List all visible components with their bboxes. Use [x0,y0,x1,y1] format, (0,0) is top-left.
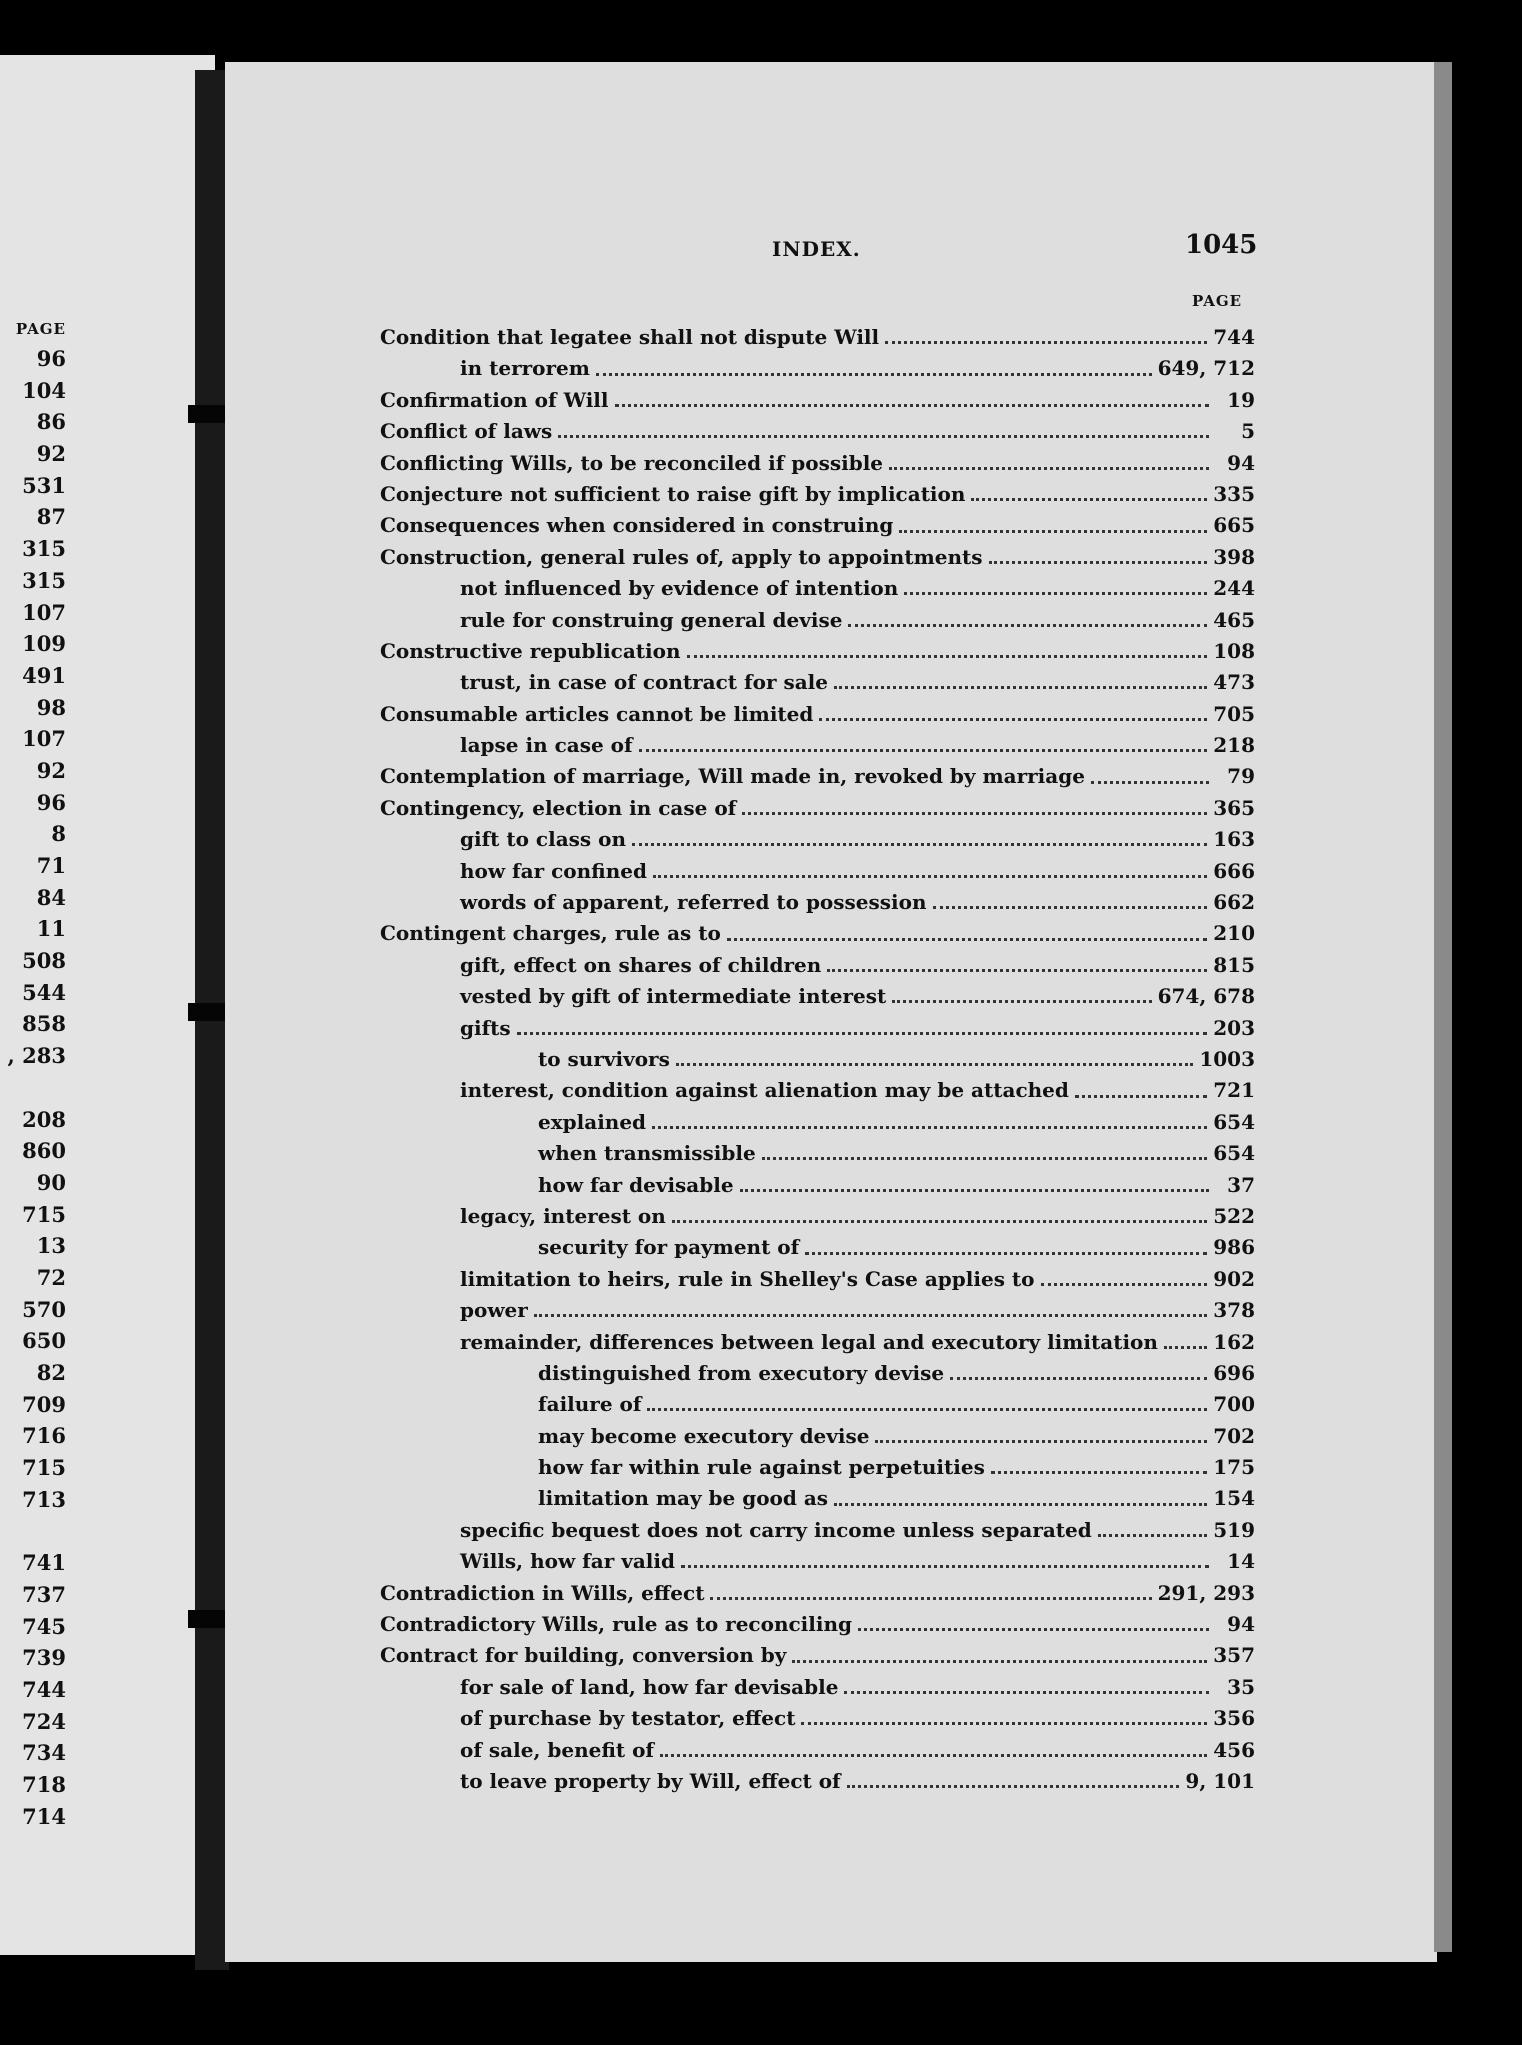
index-entry-page: 1003 [1199,1046,1255,1071]
dot-leader [848,624,1207,627]
index-entry-text: Contingency, election in case of [380,795,737,820]
dot-leader [827,969,1207,972]
index-entry-page: 291, 293 [1157,1580,1255,1605]
index-entry-page: 456 [1213,1737,1255,1762]
left-page-number: 737 [22,1581,66,1607]
dot-leader [647,1408,1207,1411]
index-entry-page: 721 [1213,1078,1255,1103]
index-entry [380,479,1255,510]
dot-leader [660,1754,1207,1757]
index-entry [380,699,1255,730]
index-entry [380,1013,1255,1044]
index-entry-text: Conflict of laws [380,419,553,444]
index-entry-page: 665 [1213,513,1255,538]
index-entry [380,1358,1255,1389]
dot-leader [858,1628,1209,1631]
dot-leader [875,1440,1207,1443]
dot-leader [687,655,1208,658]
index-entry-page: 9, 101 [1185,1768,1255,1793]
dot-leader [727,938,1207,941]
left-page-number: 107 [22,599,66,625]
index-entry-page: 203 [1213,1015,1255,1040]
index-entry-page: 815 [1213,952,1255,977]
index-entry-text: trust, in case of contract for sale [460,670,828,695]
left-page-number: 650 [22,1328,66,1354]
left-page-number: 713 [22,1486,66,1512]
left-page-number: 96 [36,346,66,371]
dot-leader [681,1565,1209,1568]
index-entry-page: 210 [1213,921,1255,946]
index-entry-text: Conflicting Wills, to be reconciled if possible [380,450,884,475]
index-entry-page: 163 [1213,827,1255,852]
dot-leader [534,1314,1207,1317]
index-entry-text: remainder, differences between legal and executory limitation [460,1329,1158,1354]
index-entry-text: words of apparent, referred to possession [460,890,927,915]
index-entry [380,1735,1255,1766]
index-entry-text: Wills, how far valid [460,1549,675,1574]
left-page-number: 709 [22,1391,66,1417]
index-entry [380,667,1255,698]
left-page-number: 734 [22,1740,66,1766]
left-page-number: 92 [36,441,66,467]
dot-leader [517,1032,1208,1035]
index-entry-page: 522 [1213,1203,1255,1228]
index-entry [380,448,1255,479]
index-entry-text: legacy, interest on [460,1203,666,1228]
index-entries [380,322,1255,1797]
index-entry [380,824,1255,855]
index-entry [380,793,1255,824]
dot-leader [847,1785,1180,1788]
index-entry-text: distinguished from executory devise [538,1360,945,1385]
index-entry-page: 175 [1213,1455,1255,1480]
left-page-number: 714 [22,1803,66,1829]
index-entry [380,1264,1255,1295]
left-page-number: 315 [22,536,66,562]
dot-leader [889,467,1209,470]
index-entry [380,510,1255,541]
index-entry [380,918,1255,949]
index-entry-page: 357 [1213,1643,1255,1668]
left-page-number: 72 [36,1264,66,1290]
index-entry-page: 365 [1213,795,1255,820]
index-entry-text: Consequences when considered in construing [380,513,894,538]
dot-leader [805,1252,1207,1255]
dot-leader [899,530,1207,533]
left-page-number: 90 [36,1169,66,1195]
index-entry [380,573,1255,604]
index-entry [380,1672,1255,1703]
index-entry-page: 244 [1213,576,1255,601]
index-entry-page: 79 [1227,764,1255,789]
left-page-number: 11 [36,916,66,942]
index-entry-page: 902 [1213,1266,1255,1291]
index-entry-text: Construction, general rules of, apply to appointments [380,544,983,569]
index-entry-text: gift to class on [460,827,627,852]
dot-leader [558,435,1209,438]
left-page-number: 531 [22,472,66,498]
index-entry [380,1295,1255,1326]
index-entry [380,385,1255,416]
left-page-number: 718 [22,1771,66,1797]
dot-leader [950,1377,1207,1380]
left-page-number: 858 [22,1011,66,1037]
left-page-number: 745 [22,1613,66,1639]
left-page-number: 98 [36,694,66,720]
index-entry [380,1609,1255,1640]
index-entry-page: 356 [1213,1706,1255,1731]
left-page-number: 860 [22,1138,66,1164]
dot-leader [1098,1534,1207,1537]
left-page-number: 544 [22,979,66,1005]
index-entry-text: Contingent charges, rule as to [380,921,721,946]
left-page-number: 491 [22,662,66,688]
index-entry-page: 702 [1213,1423,1255,1448]
left-page-number: 71 [36,853,66,878]
index-entry-page: 19 [1227,387,1255,412]
left-page-number: 8 [51,821,66,847]
left-page-number: 715 [22,1201,66,1227]
dot-leader [989,561,1208,564]
left-page-number: 96 [36,789,66,815]
dot-leader [672,1220,1207,1223]
left-page-number: 92 [36,757,66,783]
index-entry-text: Contemplation of marriage, Will made in, revoked by marriage [380,764,1085,789]
left-page [0,55,215,1955]
left-page-number: , 283 [7,1043,66,1069]
dot-leader [653,875,1207,878]
index-entry-text: how far confined [460,858,647,883]
index-entry-text: Conjecture not sufficient to raise gift by implication [380,481,966,506]
index-entry-page: 14 [1227,1549,1255,1574]
index-entry-page: 662 [1213,890,1255,915]
left-page-number: 508 [22,948,66,974]
index-entry [380,1327,1255,1358]
index-entry [380,950,1255,981]
index-entry-page: 473 [1213,670,1255,695]
dot-leader [1075,1095,1207,1098]
index-entry [380,1138,1255,1169]
index-entry [380,1515,1255,1546]
dot-leader [596,373,1152,376]
index-entry-text: Condition that legatee shall not dispute Will [380,325,880,349]
index-entry-page: 519 [1213,1517,1255,1542]
index-entry [380,542,1255,573]
index-entry [380,636,1255,667]
index-entry [380,1703,1255,1734]
page-edge [1434,62,1452,1952]
index-entry [380,730,1255,761]
index-entry-text: failure of [538,1392,642,1417]
left-page-number: 744 [22,1676,66,1702]
index-entry [380,1578,1255,1609]
dot-leader [834,686,1207,689]
left-page-number: 570 [22,1296,66,1322]
index-entry-page: 696 [1213,1360,1255,1385]
dot-leader [632,843,1207,846]
left-page-number: 724 [22,1708,66,1734]
left-page-number [0,1515,70,1547]
index-entry-page: 378 [1213,1298,1255,1323]
index-entry-text: Contradictory Wills, rule as to reconciling [380,1612,852,1637]
index-entry [380,1546,1255,1577]
left-page-number: 104 [22,377,66,403]
index-entry-page: 218 [1213,733,1255,758]
dot-leader [933,906,1208,909]
dot-leader [639,749,1208,752]
left-page-numbers [0,315,70,1832]
dot-leader [844,1691,1209,1694]
dot-leader [762,1157,1208,1160]
index-entry-text: for sale of land, how far devisable [460,1674,839,1699]
index-entry-text: limitation may be good as [538,1486,829,1511]
index-entry-page: 465 [1213,607,1255,632]
index-entry-text: Confirmation of Will [380,387,609,412]
left-page-number: 13 [36,1233,66,1259]
index-entry-page: 94 [1227,1612,1255,1637]
page-number: 1045 [1185,230,1258,260]
page-column-label: PAGE [1192,292,1243,310]
dot-leader [740,1189,1209,1192]
index-entry-text: rule for construing general devise [460,607,843,632]
index-entry [380,1044,1255,1075]
index-entry [380,1107,1255,1138]
index-entry-text: Contract for building, conversion by [380,1643,787,1668]
index-entry-text: when transmissible [538,1141,756,1166]
index-entry-page: 744 [1213,325,1255,349]
index-entry [380,1421,1255,1452]
left-page-number: 741 [22,1550,66,1576]
index-entry [380,1232,1255,1263]
index-entry-page: 700 [1213,1392,1255,1417]
dot-leader [904,592,1207,595]
dot-leader [885,341,1207,344]
index-entry-page: 335 [1213,481,1255,506]
index-entry-text: security for payment of [538,1235,800,1260]
index-entry-text: Consumable articles cannot be limited [380,701,814,726]
index-entry-text: interest, condition against alienation may be attached [460,1078,1069,1103]
index-entry-page: 5 [1241,419,1255,444]
index-entry-text: not influenced by evidence of intention [460,576,899,601]
index-entry-page: 37 [1227,1172,1255,1197]
dot-leader [1091,781,1209,784]
dot-leader [1041,1283,1208,1286]
index-entry-text: how far within rule against perpetuities [538,1455,985,1480]
index-entry-text: explained [538,1109,647,1134]
index-entry-page: 94 [1227,450,1255,475]
dot-leader [834,1503,1207,1506]
index-entry [380,322,1255,353]
index-entry-page: 108 [1213,638,1255,663]
dot-leader [1164,1346,1207,1349]
index-entry-text: may become executory devise [538,1423,870,1448]
index-entry [380,981,1255,1012]
index-entry-text: to leave property by Will, effect of [460,1768,841,1793]
index-entry [380,1389,1255,1420]
left-page-number [0,1072,70,1104]
dot-leader [652,1126,1207,1129]
left-page-number: 107 [22,726,66,752]
index-entry-text: of purchase by testator, effect [460,1706,796,1731]
index-entry [380,416,1255,447]
dot-leader [892,1000,1151,1003]
index-entry [380,1640,1255,1671]
index-entry-text: specific bequest does not carry income unless separated [460,1517,1092,1542]
index-entry-text: in terrorem [460,356,590,381]
running-head-title: INDEX. [772,237,861,261]
left-page-number: 82 [36,1360,66,1385]
index-entry-text: Contradiction in Wills, effect [380,1580,705,1605]
dot-leader [710,1597,1151,1600]
left-page-number: 716 [22,1423,66,1449]
left-page-number: 109 [22,631,66,657]
index-entry-text: power [460,1298,528,1323]
index-entry-page: 162 [1213,1329,1255,1354]
dot-leader [792,1660,1207,1663]
index-entry-text: vested by gift of intermediate interest [460,984,887,1009]
index-entry [380,353,1255,384]
index-entry-page: 674, 678 [1157,984,1255,1009]
dot-leader [676,1063,1193,1066]
index-entry-text: lapse in case of [460,733,633,758]
left-page-number: 87 [36,504,66,530]
dot-leader [819,718,1207,721]
left-page-number: 86 [36,409,66,435]
index-entry-page: 35 [1227,1674,1255,1699]
left-page-number: 84 [36,884,66,910]
index-entry-text: gift, effect on shares of children [460,952,822,977]
index-entry [380,1075,1255,1106]
index-entry [380,1170,1255,1201]
dot-leader [801,1722,1207,1725]
index-entry-text: of sale, benefit of [460,1737,655,1762]
index-entry-page: 154 [1213,1486,1255,1511]
dot-leader [971,498,1207,501]
index-entry-page: 654 [1213,1109,1255,1134]
index-entry-page: 705 [1213,701,1255,726]
index-entry [380,1452,1255,1483]
left-page-number: 739 [22,1645,66,1671]
index-entry-text: Constructive republication [380,638,681,663]
index-entry-text: to survivors [538,1046,670,1071]
index-entry-page: 398 [1213,544,1255,569]
left-page-number: 315 [22,567,66,593]
index-entry [380,887,1255,918]
index-entry [380,1766,1255,1797]
index-entry [380,1201,1255,1232]
index-entry-page: 654 [1213,1141,1255,1166]
index-entry-text: gifts [460,1015,511,1040]
index-entry-page: 986 [1213,1235,1255,1260]
index-entry [380,605,1255,636]
dot-leader [991,1471,1207,1474]
left-page-column-label: PAGE [15,320,66,338]
left-page-number: 208 [22,1106,66,1132]
dot-leader [615,404,1210,407]
index-entry [380,856,1255,887]
index-entry-text: how far devisable [538,1172,734,1197]
dot-leader [742,812,1207,815]
index-entry [380,761,1255,792]
left-page-number: 715 [22,1455,66,1481]
index-entry-text: limitation to heirs, rule in Shelley's Case applies to [460,1266,1035,1291]
index-entry-page: 666 [1213,858,1255,883]
index-entry [380,1483,1255,1514]
index-entry-page: 649, 712 [1157,356,1255,381]
